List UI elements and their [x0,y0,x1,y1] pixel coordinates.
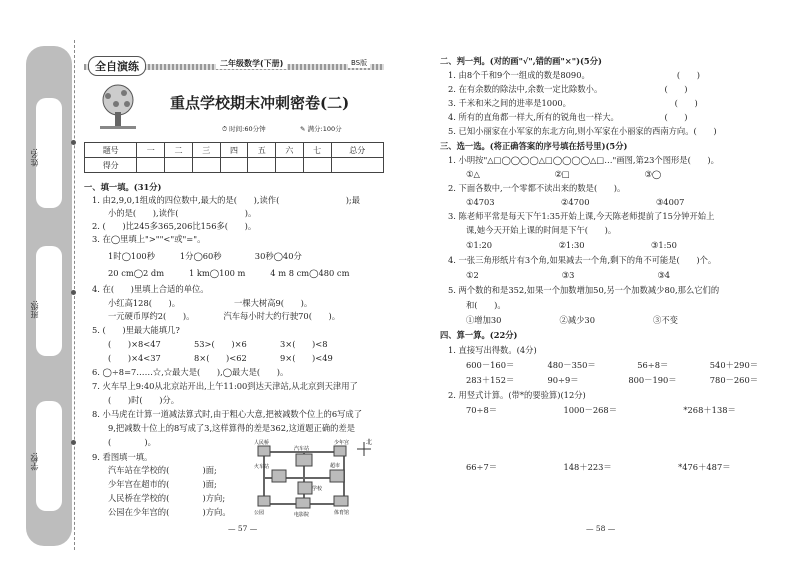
series-logo: 全自演练 [88,56,146,76]
map-label: 体育馆 [334,510,350,516]
town-map [254,438,376,518]
question-options: ①4703 ②4700 ③4007 [466,197,685,207]
calc-row: 66÷7＝ 148＋223＝ *476＋487＝ [466,462,731,472]
question-text: 9. 看图填一填。 [92,452,153,462]
score-cell[interactable] [276,158,304,173]
page-number-left: — 57 — [228,524,258,533]
calc-row: 283＋152＝ 90÷9＝ 800－190＝ 780－260＝ [466,375,759,385]
supermarket-icon [330,470,344,482]
score-header-cell: 总分 [331,143,383,158]
map-label: 超市 [330,463,341,469]
question-options: ①1:20 ②1:30 ③1:50 [466,240,677,250]
class-label: 班级: [30,300,39,319]
time-label: ⏱ 时间:60分钟 [222,125,266,133]
map-label: 汽车站 [294,446,310,452]
bridge-icon [258,446,270,456]
section-3-heading: 三、选一选。(将正确答案的序号填在括号里)(5分) [440,141,628,151]
bus-station-icon [296,454,312,466]
question-text: 20 cm◯2 dm 1 km◯100 m 4 m 8 cm◯480 cm [108,268,350,278]
score-cell[interactable] [137,158,165,173]
punch-dot [71,440,76,445]
question-text: ( )。 [108,437,156,447]
score-header-cell: 二 [165,143,193,158]
question-text: 1. 由8个千和9个一组成的数是8090。 ( ) [448,70,700,80]
compass-north: 北 [366,439,373,446]
fold-line [74,40,75,550]
question-text: 2. 在有余数的除法中,余数一定比除数小。 ( ) [448,84,688,94]
question-text: 3. 陈老师平常是每天下午1:35开始上课,今天陈老师提前了15分钟开始上 [448,211,715,221]
question-text: 2. 下面各数中,一个零都不读出来的数是( )。 [448,183,626,193]
score-header-cell: 三 [192,143,220,158]
full-score-label: ✎ 满分:100分 [300,125,342,133]
score-table [84,142,384,173]
score-header-cell: 七 [303,143,331,158]
score-cell[interactable] [331,158,383,173]
question-options: ①△ ②□ ③◯ [466,169,662,179]
score-cell[interactable] [303,158,331,173]
punch-dot [71,140,76,145]
grade-label: 二年级数学(下册) [216,58,287,69]
score-header-cell: 四 [220,143,248,158]
question-text: ( )×8<47 53>( )×6 3×( )<8 [108,339,328,349]
question-text: 5. 已知小丽家在小军家的东北方向,则小军家在小丽家的西南方向。( ) [448,126,717,136]
question-text: ( )时( )分。 [108,395,180,405]
score-cell[interactable] [220,158,248,173]
page-header [84,56,384,74]
question-text: 小红高128( )。 一棵大树高9( )。 [108,298,313,308]
question-text: 和( )。 [466,300,506,310]
question-text: 3. 千米和米之间的进率是1000。 ( ) [448,98,698,108]
map-label: 少年宫 [334,440,350,446]
map-label: 电影院 [294,512,310,518]
full-score-text: 满分:100分 [307,125,342,133]
question-text: 4. 在( )里填上合适的单位。 [92,284,209,294]
page-title: 重点学校期末冲刺密卷(二) [170,94,350,112]
score-row-label: 得分 [85,158,137,173]
question-text: 小的是( ),读作( )。 [108,208,257,218]
calc-row: 600－160＝ 480－350＝ 56÷8＝ 540＋290＝ [466,360,759,370]
score-header-row [85,143,384,158]
question-text: 2. ( )比245多365,206比156多( )。 [92,221,257,231]
question-text: ( )×4<37 8×( )<62 9×( )<49 [108,353,333,363]
section-4-heading: 四、算一算。(22分) [440,330,518,340]
section-2-heading: 二、判一判。(对的画"√",错的画"×")(5分) [440,56,602,66]
question-text: 2. 用竖式计算。(带*的要验算)(12分) [448,390,586,400]
section-1-heading: 一、填一填。(31分) [84,182,162,192]
school-label: 学校: [30,452,39,471]
question-text: 1. 直接写出得数。(4分) [448,345,537,355]
building-icon [334,446,346,456]
score-cell[interactable] [248,158,276,173]
question-text: 人民桥在学校的( )方向; [108,493,226,503]
page-number-right: — 58 — [586,524,616,533]
map-label: 学校 [312,486,323,492]
score-header-cell: 题号 [85,143,137,158]
question-text: 5. 两个数的和是352,如果一个加数增加50,另一个加数减少80,那么它们的 [448,285,720,295]
score-header-cell: 五 [248,143,276,158]
map-label: 人民桥 [254,440,270,446]
binding-sidebar [26,46,72,546]
train-station-icon [272,470,286,482]
question-text: 公园在少年宫的( )方向。 [108,507,231,517]
question-text: 5. ( )里最大能填几? [92,325,180,335]
map-label: 公园 [254,510,265,516]
score-header-cell: 一 [137,143,165,158]
question-text: 6. ◯÷8=7……☆,☆最大是( ),◯最大是( )。 [92,367,289,377]
question-text: 1. 小明按"△□◯◯◯◯△□◯◯◯◯△□…"画图,第23个图形是( )。 [448,155,719,165]
question-text: 3. 在◯里填上">""<"或"="。 [92,234,206,244]
question-options: ①增加30 ②减少30 ③不变 [466,315,678,325]
question-text: 少年宫在超市的( )面; [108,479,217,489]
question-text: 4. 所有的直角都一样大,所有的锐角也一样大。 ( ) [448,112,688,122]
score-cell[interactable] [165,158,193,173]
school-icon [298,482,312,494]
question-text: 汽车站在学校的( )面; [108,465,217,475]
score-header-cell: 六 [276,143,304,158]
punch-dot [71,290,76,295]
time-text: 时间:60分钟 [229,125,266,133]
stadium-icon [334,496,348,506]
tree-icon [96,84,140,130]
park-icon [258,496,270,506]
score-row [85,158,384,173]
question-text: 课,她今天开始上课的时间是下午( )。 [466,225,617,235]
question-text: 一元硬币厚约2( )。 汽车每小时大约行驶70( )。 [108,311,341,321]
name-label: 姓名: [30,148,39,167]
question-text: 1时◯100秒 1分◯60秒 30秒◯40分 [108,251,302,261]
question-text: 4. 一张三角形纸片有3个角,如果减去一个角,剩下的角不可能是( )个。 [448,255,717,265]
cinema-icon [296,498,310,508]
score-cell[interactable] [192,158,220,173]
question-text: 1. 由2,9,0,1组成的四位数中,最大的是( ),读作( );最 [92,195,361,205]
calc-row: 70÷8＝ 1000－268＝ *268＋138＝ [466,405,736,415]
edition-label: BS版 [348,58,370,68]
question-options: ①2 ③3 ③4 [466,270,671,280]
question-text: 8. 小马虎在计算一道减法算式时,由于粗心大意,把被减数个位上的6写成了 [92,409,363,419]
map-label: 火车站 [254,464,270,470]
question-text: 9,把减数十位上的8写成了3,这样算得的差是362,这道题正确的差是 [108,423,356,433]
question-text: 7. 火车早上9:40从北京站开出,上午11:00到达天津站,从北京到天津用了 [92,381,358,391]
